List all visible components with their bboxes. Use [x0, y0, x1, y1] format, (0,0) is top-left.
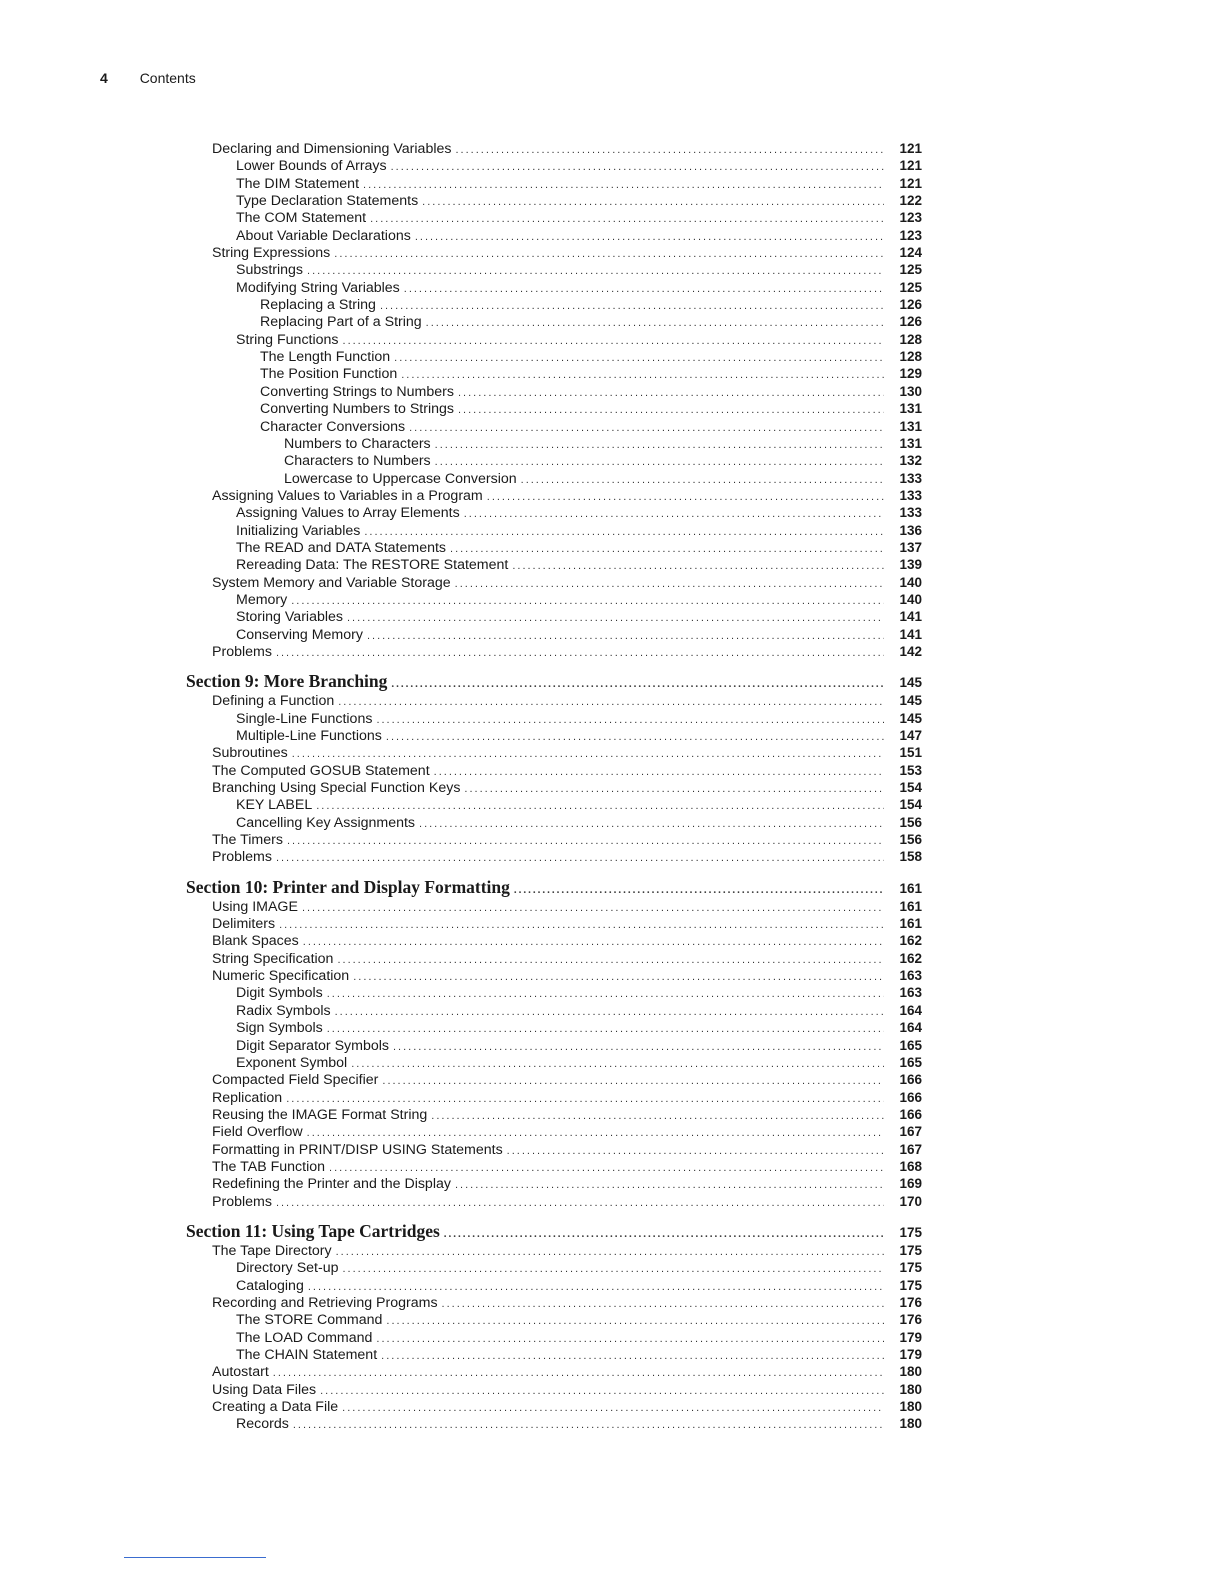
- dot-leader: [307, 263, 884, 280]
- toc-entry-label: Radix Symbols: [236, 1002, 331, 1019]
- toc-entry-page: 168: [899, 1158, 922, 1174]
- page-number: 4: [100, 70, 108, 86]
- dot-leader: [276, 1195, 884, 1212]
- toc-entry[interactable]: [186, 279, 922, 296]
- dot-leader: [342, 1400, 884, 1417]
- dot-leader: [343, 1261, 885, 1278]
- dot-leader: [327, 986, 884, 1003]
- toc-entry[interactable]: [186, 400, 922, 417]
- toc-entry[interactable]: [186, 915, 922, 932]
- toc-entry-page: 136: [899, 522, 922, 538]
- toc-entry-page: 167: [899, 1141, 922, 1157]
- toc-entry[interactable]: [186, 727, 922, 744]
- dot-leader: [303, 934, 884, 951]
- dot-leader: [337, 952, 884, 969]
- toc-entry-page: 122: [899, 193, 922, 209]
- toc-entry[interactable]: [186, 365, 922, 382]
- toc-entry[interactable]: [186, 1277, 922, 1294]
- toc-entry[interactable]: [186, 1002, 922, 1019]
- dot-leader: [419, 816, 884, 833]
- toc-entry[interactable]: [186, 626, 922, 643]
- toc-entry[interactable]: [186, 1398, 922, 1415]
- toc-entry-label: Converting Strings to Numbers: [260, 383, 454, 400]
- toc-entry[interactable]: [186, 209, 922, 226]
- toc-entry-page: 161: [899, 880, 922, 896]
- toc-entry-page: 125: [899, 262, 922, 278]
- toc-section-heading[interactable]: [186, 876, 922, 898]
- toc-entry-label: Memory: [236, 591, 288, 608]
- toc-entry[interactable]: [186, 1346, 922, 1363]
- toc-entry-label: Type Declaration Statements: [236, 193, 419, 210]
- toc-entry[interactable]: [186, 522, 922, 539]
- toc-entry-label: The COM Statement: [236, 210, 367, 227]
- toc-entry-label: String Specification: [212, 950, 334, 967]
- toc-entry[interactable]: [186, 157, 922, 174]
- toc-entry[interactable]: [186, 1071, 922, 1088]
- dot-leader: [455, 1177, 884, 1194]
- toc-entry[interactable]: [186, 1193, 922, 1210]
- toc-entry[interactable]: [186, 175, 922, 192]
- toc-entry[interactable]: [186, 418, 922, 435]
- toc-entry-label: Directory Set-up: [236, 1260, 339, 1277]
- dot-leader: [343, 333, 884, 350]
- dot-leader: [394, 350, 884, 367]
- toc-entry[interactable]: [186, 227, 922, 244]
- toc-entry-label: Blank Spaces: [212, 933, 299, 950]
- toc-entry-page: 131: [899, 435, 922, 451]
- toc-entry-label: Problems: [212, 1193, 272, 1210]
- toc-entry[interactable]: [186, 608, 922, 625]
- toc-entry[interactable]: [186, 848, 922, 865]
- toc-entry-page: 176: [899, 1312, 922, 1328]
- toc-entry-label: Cataloging: [236, 1277, 304, 1294]
- toc-entry-page: 162: [899, 933, 922, 949]
- toc-section-heading[interactable]: [186, 1220, 922, 1242]
- toc-entry-label: The Tape Directory: [212, 1242, 332, 1259]
- toc-entry[interactable]: [186, 1037, 922, 1054]
- toc-entry[interactable]: [186, 331, 922, 348]
- toc-entry-page: 165: [899, 1054, 922, 1070]
- toc-entry[interactable]: [186, 539, 922, 556]
- toc-entry-page: 154: [899, 797, 922, 813]
- toc-entry[interactable]: [186, 435, 922, 452]
- toc-entry[interactable]: [186, 1158, 922, 1175]
- toc-entry-label: Characters to Numbers: [284, 453, 431, 470]
- dot-leader: [292, 746, 884, 763]
- dot-leader: [273, 1365, 884, 1382]
- footer-rule: [124, 1557, 266, 1558]
- toc-entry[interactable]: [186, 470, 922, 487]
- toc-entry-label: Declaring and Dimensioning Variables: [212, 141, 452, 157]
- toc-entry-page: 161: [899, 898, 922, 914]
- toc-entry-page: 145: [899, 693, 922, 709]
- toc-entry-page: 175: [899, 1260, 922, 1276]
- dot-leader: [409, 420, 884, 437]
- toc-entry[interactable]: [186, 779, 922, 796]
- toc-entry-page: 141: [899, 609, 922, 625]
- toc-entry[interactable]: [186, 643, 922, 660]
- dot-leader: [347, 610, 884, 627]
- toc-entry-page: 161: [899, 916, 922, 932]
- dot-leader: [487, 489, 884, 506]
- toc-entry-page: 175: [899, 1242, 922, 1258]
- toc-entry-page: 125: [899, 279, 922, 295]
- toc-entry-label: The Position Function: [260, 366, 398, 383]
- toc-entry-label: Section 9: More Branching: [186, 671, 388, 692]
- toc-entry-label: Assigning Values to Array Elements: [236, 505, 460, 522]
- toc-entry-label: The Length Function: [260, 349, 391, 366]
- dot-leader: [391, 673, 884, 695]
- dot-leader: [338, 694, 884, 711]
- toc-entry-label: Section 11: Using Tape Cartridges: [186, 1220, 440, 1241]
- dot-leader: [507, 1143, 884, 1160]
- toc-entry-label: KEY LABEL: [236, 797, 313, 814]
- toc-entry-label: Multiple-Line Functions: [236, 728, 382, 744]
- toc-entry-page: 131: [899, 418, 922, 434]
- toc-entry-label: Formatting in PRINT/DISP USING Statements: [212, 1141, 503, 1158]
- toc-entry-label: Converting Numbers to Strings: [260, 401, 454, 418]
- toc-entry-page: 156: [899, 832, 922, 848]
- toc-entry-label: Replacing a String: [260, 297, 376, 314]
- dot-leader: [293, 1417, 884, 1434]
- toc-entry[interactable]: [186, 692, 922, 709]
- dot-leader: [458, 402, 884, 419]
- dot-leader: [455, 576, 884, 593]
- dot-leader: [279, 917, 884, 934]
- dot-leader: [287, 833, 884, 850]
- toc-entry[interactable]: [186, 244, 922, 261]
- toc-entry[interactable]: [186, 192, 922, 209]
- toc-entry-page: 128: [899, 331, 922, 347]
- toc-entry-page: 163: [899, 985, 922, 1001]
- toc-entry[interactable]: [186, 950, 922, 967]
- toc-entry-label: Section 10: Printer and Display Formatting: [186, 876, 510, 897]
- dot-leader: [464, 781, 884, 798]
- toc-entry-label: Using Data Files: [212, 1381, 317, 1398]
- toc-entry-page: 145: [899, 675, 922, 691]
- dot-leader: [382, 1073, 884, 1090]
- dot-leader: [291, 593, 884, 610]
- toc-entry-page: 131: [899, 401, 922, 417]
- dot-leader: [307, 1125, 884, 1142]
- dot-leader: [351, 1056, 884, 1073]
- toc-entry[interactable]: [186, 984, 922, 1001]
- toc-entry-label: Conserving Memory: [236, 626, 363, 643]
- dot-leader: [464, 506, 884, 523]
- toc-entry[interactable]: [186, 313, 922, 330]
- toc-entry-page: 137: [899, 539, 922, 555]
- toc-entry[interactable]: [186, 744, 922, 761]
- dot-leader: [276, 645, 884, 662]
- toc-entry-page: 126: [899, 314, 922, 330]
- dot-leader: [514, 879, 884, 901]
- toc-entry[interactable]: [186, 1363, 922, 1380]
- toc-entry[interactable]: [186, 1242, 922, 1259]
- toc-entry-label: The Computed GOSUB Statement: [212, 762, 430, 779]
- page-header: [100, 70, 196, 86]
- toc-entry-page: 180: [899, 1364, 922, 1380]
- toc-entry[interactable]: [186, 814, 922, 831]
- dot-leader: [381, 1348, 884, 1365]
- toc-entry-label: Field Overflow: [212, 1124, 303, 1141]
- toc-entry-label: Reusing the IMAGE Format String: [212, 1106, 428, 1123]
- toc-entry-label: Redefining the Printer and the Display: [212, 1176, 451, 1193]
- dot-leader: [327, 1021, 884, 1038]
- toc-entry-page: 163: [899, 968, 922, 984]
- toc-entry-label: Initializing Variables: [236, 522, 361, 539]
- toc-entry[interactable]: [186, 348, 922, 365]
- dot-leader: [435, 437, 884, 454]
- dot-leader: [450, 541, 884, 558]
- toc-entry-page: 180: [899, 1381, 922, 1397]
- toc-entry[interactable]: [186, 1175, 922, 1192]
- toc-entry-label: Single-Line Functions: [236, 710, 373, 727]
- dot-leader: [376, 712, 884, 729]
- toc-entry-page: 180: [899, 1416, 922, 1432]
- toc-entry-label: Replication: [212, 1089, 283, 1106]
- dot-leader: [308, 1279, 884, 1296]
- toc-entry-page: 128: [899, 349, 922, 365]
- toc-entry-label: Digit Symbols: [236, 985, 323, 1002]
- toc-entry-label: Records: [236, 1416, 289, 1433]
- toc-entry-label: Using IMAGE: [212, 898, 298, 915]
- dot-leader: [444, 1223, 884, 1245]
- dot-leader: [320, 1383, 884, 1400]
- dot-leader: [335, 1004, 884, 1021]
- dot-leader: [376, 1331, 884, 1348]
- toc-entry[interactable]: [186, 796, 922, 813]
- toc-entry-page: 179: [899, 1329, 922, 1345]
- dot-leader: [393, 1039, 884, 1056]
- toc-entry-label: Lowercase to Uppercase Conversion: [284, 470, 517, 487]
- toc-entry-page: 133: [899, 505, 922, 521]
- dot-leader: [367, 628, 884, 645]
- toc-entry-page: 151: [899, 745, 922, 761]
- toc-entry-label: Branching Using Special Function Keys: [212, 780, 461, 797]
- toc-entry[interactable]: [186, 574, 922, 591]
- dot-leader: [512, 558, 884, 575]
- toc-entry-page: 167: [899, 1124, 922, 1140]
- toc-entry-label: The DIM Statement: [236, 175, 360, 192]
- toc-entry-page: 170: [899, 1193, 922, 1209]
- dot-leader: [426, 315, 884, 332]
- dot-leader: [363, 177, 884, 194]
- toc-entry[interactable]: [186, 1019, 922, 1036]
- toc-entry-page: 145: [899, 710, 922, 726]
- toc-entry-page: 129: [899, 366, 922, 382]
- toc-entry[interactable]: [186, 1106, 922, 1123]
- dot-leader: [386, 729, 884, 746]
- toc-entry[interactable]: [186, 1123, 922, 1140]
- toc-entry-page: 130: [899, 383, 922, 399]
- toc-entry-label: Problems: [212, 849, 272, 866]
- toc-entry-page: 123: [899, 227, 922, 243]
- dot-leader: [404, 281, 884, 298]
- toc-entry-page: 165: [899, 1037, 922, 1053]
- toc-entry[interactable]: [186, 296, 922, 313]
- toc-entry-label: Storing Variables: [236, 609, 343, 626]
- toc-entry[interactable]: [186, 710, 922, 727]
- dot-leader: [401, 367, 884, 384]
- toc-entry-page: 132: [899, 453, 922, 469]
- dot-leader: [431, 1108, 884, 1125]
- dot-leader: [435, 454, 884, 471]
- toc-entry-label: Replacing Part of a String: [260, 314, 422, 331]
- toc-entry[interactable]: [186, 1381, 922, 1398]
- running-title: Contents: [139, 70, 196, 86]
- toc-entry-label: Digit Separator Symbols: [236, 1037, 389, 1054]
- toc-entry-page: 162: [899, 950, 922, 966]
- toc-entry[interactable]: [186, 1259, 922, 1276]
- toc-entry-label: The Timers: [212, 832, 283, 849]
- toc-entry-label: Substrings: [236, 262, 304, 279]
- toc-entry-label: Cancelling Key Assignments: [236, 814, 416, 831]
- toc-entry-page: 166: [899, 1089, 922, 1105]
- toc-entry-label: String Expressions: [212, 245, 331, 262]
- toc-entry-label: Autostart: [212, 1364, 269, 1381]
- toc-entry-label: Lower Bounds of Arrays: [236, 158, 387, 175]
- toc-entry-label: Compacted Field Specifier: [212, 1072, 379, 1089]
- toc-entry[interactable]: [186, 556, 922, 573]
- toc-entry-page: 179: [899, 1347, 922, 1362]
- toc-entry-label: About Variable Declarations: [236, 227, 411, 244]
- dot-leader: [455, 142, 884, 159]
- dot-leader: [353, 969, 884, 986]
- toc-entry-label: Recording and Retrieving Programs: [212, 1294, 438, 1311]
- toc-entry-label: Creating a Data File: [212, 1399, 339, 1416]
- toc-entry-page: 175: [899, 1224, 922, 1240]
- toc-entry-page: 121: [899, 141, 922, 156]
- toc-entry-label: Numbers to Characters: [284, 435, 431, 452]
- toc-entry-page: 154: [899, 780, 922, 796]
- toc-entry-label: String Functions: [236, 331, 339, 348]
- toc-entry[interactable]: [186, 1089, 922, 1106]
- toc-entry-page: 140: [899, 574, 922, 590]
- dot-leader: [386, 1313, 884, 1330]
- toc-entry-page: 169: [899, 1176, 922, 1192]
- toc-entry-label: Subroutines: [212, 745, 288, 762]
- dot-leader: [442, 1296, 884, 1313]
- dot-leader: [329, 1160, 884, 1177]
- dot-leader: [422, 194, 884, 211]
- dot-leader: [334, 246, 884, 263]
- dot-leader: [276, 850, 884, 867]
- toc-entry[interactable]: [186, 1054, 922, 1071]
- dot-leader: [316, 798, 884, 815]
- toc-entry-page: 124: [899, 245, 922, 261]
- toc-entry-page: 164: [899, 1020, 922, 1036]
- dot-leader: [521, 472, 884, 489]
- toc-entry-page: 180: [899, 1399, 922, 1415]
- toc-entry-page: 164: [899, 1002, 922, 1018]
- toc-entry-page: 176: [899, 1294, 922, 1310]
- dot-leader: [286, 1091, 884, 1108]
- toc-entry-label: Delimiters: [212, 916, 276, 933]
- toc-entry[interactable]: [186, 831, 922, 848]
- dot-leader: [391, 159, 884, 176]
- dot-leader: [434, 764, 884, 781]
- toc-entry[interactable]: [186, 591, 922, 608]
- toc-entry-label: Modifying String Variables: [236, 279, 400, 296]
- table-of-contents: [186, 140, 922, 1433]
- toc-entry[interactable]: [186, 140, 922, 157]
- toc-entry[interactable]: [186, 1311, 922, 1328]
- toc-entry[interactable]: [186, 898, 922, 915]
- toc-entry-label: The LOAD Command: [236, 1329, 373, 1346]
- toc-entry-page: 175: [899, 1277, 922, 1293]
- toc-entry-label: Defining a Function: [212, 693, 335, 710]
- toc-entry-label: Problems: [212, 643, 272, 660]
- toc-entry[interactable]: [186, 1415, 922, 1432]
- toc-entry[interactable]: [186, 452, 922, 469]
- toc-entry-label: Assigning Values to Variables in a Program: [212, 487, 483, 504]
- toc-entry-page: 153: [899, 762, 922, 778]
- toc-entry[interactable]: [186, 967, 922, 984]
- toc-entry[interactable]: [186, 1329, 922, 1346]
- toc-entry-page: 133: [899, 487, 922, 503]
- toc-entry[interactable]: [186, 1141, 922, 1158]
- toc-entry[interactable]: [186, 383, 922, 400]
- toc-entry-page: 166: [899, 1072, 922, 1088]
- toc-entry-page: 126: [899, 297, 922, 313]
- toc-entry-label: Rereading Data: The RESTORE Statement: [236, 557, 509, 574]
- toc-entry[interactable]: [186, 1294, 922, 1311]
- toc-entry-page: 123: [899, 210, 922, 226]
- toc-entry[interactable]: [186, 762, 922, 779]
- toc-entry-page: 133: [899, 470, 922, 486]
- dot-leader: [458, 385, 884, 402]
- toc-entry-label: The TAB Function: [212, 1158, 326, 1175]
- dot-leader: [415, 229, 884, 246]
- toc-entry[interactable]: [186, 932, 922, 949]
- toc-entry-page: 139: [899, 557, 922, 573]
- toc-entry-page: 141: [899, 626, 922, 642]
- toc-entry-page: 121: [899, 158, 922, 174]
- toc-entry-page: 147: [899, 728, 922, 743]
- toc-entry-page: 158: [899, 849, 922, 865]
- dot-leader: [364, 524, 884, 541]
- toc-entry-label: Numeric Specification: [212, 968, 350, 985]
- toc-entry-page: 140: [899, 591, 922, 607]
- toc-entry-page: 156: [899, 814, 922, 830]
- toc-entry-page: 166: [899, 1106, 922, 1122]
- dot-leader: [336, 1244, 884, 1261]
- toc-entry-label: Sign Symbols: [236, 1020, 323, 1037]
- toc-entry-page: 121: [899, 175, 922, 191]
- toc-entry[interactable]: [186, 261, 922, 278]
- toc-entry-label: Character Conversions: [260, 418, 406, 435]
- toc-entry-label: The STORE Command: [236, 1312, 383, 1329]
- toc-section-heading[interactable]: [186, 670, 922, 692]
- toc-entry-page: 142: [899, 643, 922, 659]
- toc-entry[interactable]: [186, 487, 922, 504]
- dot-leader: [302, 900, 884, 917]
- toc-entry-label: System Memory and Variable Storage: [212, 574, 451, 591]
- toc-entry-label: The READ and DATA Statements: [236, 539, 447, 556]
- dot-leader: [380, 298, 884, 315]
- toc-entry-label: Exponent Symbol: [236, 1054, 348, 1071]
- toc-entry-label: The CHAIN Statement: [236, 1347, 378, 1363]
- toc-entry[interactable]: [186, 504, 922, 521]
- dot-leader: [370, 211, 884, 228]
